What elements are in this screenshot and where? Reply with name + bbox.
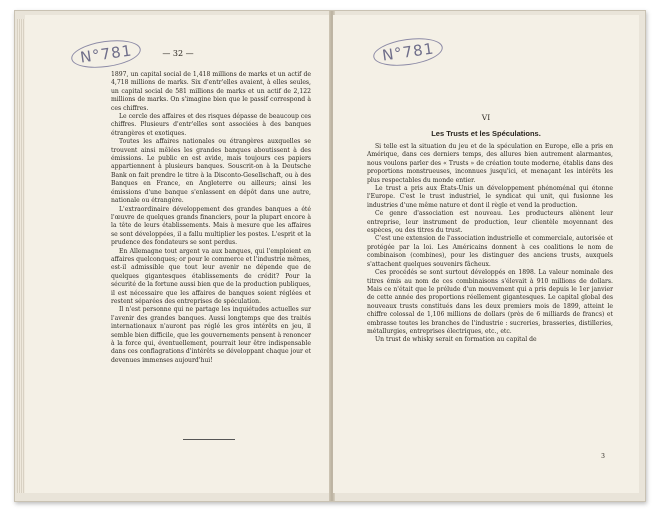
body-text xyxy=(367,143,613,345)
signature-mark: 3 xyxy=(601,453,605,460)
paragraph: Si telle est la situation du jeu et de la spéculation en Europe, elle a pris en Amérique, dans ces derniers temps, des allures bien autrement alarmantes, nous voulons parler des « Trusts » de création toute moderne, établis dans des proportions monstrueuses, inconnues jusqu'ici, et menaçant les intérêts les plus respectables du monde entier. xyxy=(367,143,613,184)
page-number: — 32 — xyxy=(162,49,194,58)
paragraph: Le trust a pris aux États-Unis un développement phénoménal qui étonne l'Europe. C'est le trust industriel, le syndicat qui unit, qui fusionne les industries d'une même nature et dont il règle et vend la production. xyxy=(367,185,613,209)
left-page xyxy=(25,15,331,493)
paragraph: Ces procédés se sont surtout développés en 1898. La valeur nominale des titres émis au nom de ces combinaisons s'élevait à 910 millions de dollars. Mais ce n'était que le prélude d'un mouvement qui a pris depuis le 1er janvier de cette année des proportions réellement gigantesques. Le capital global des nouveaux trusts constitués dans les deux premiers mois de 1899, atteint le chiffre colossal de 1,106 millions de dollars (près de 6 milliards de francs) et embrasse toutes les branches de l'industrie : sucreries, brasseries, distilleries, métallurgies, entreprises électriques, etc., etc. xyxy=(367,269,613,335)
archive-stamp: N°781 xyxy=(372,34,445,70)
section-divider xyxy=(183,439,235,440)
chapter-number: VI xyxy=(481,113,491,122)
paragraph: L'extraordinaire développement des grandes banques a été l'œuvre de quelques grands financiers, pour la plupart encore à la tête de leurs établissements. Mais à mesure que les affaires se sont développées, il a fallu multiplier les postes. L'esprit et la prudence des fondateurs se sont perdus. xyxy=(111,205,311,247)
right-page xyxy=(333,15,639,493)
chapter-title: Les Trusts et les Spéculations. xyxy=(431,129,541,138)
paragraph: En Allemagne tout argent va aux banques, qui l'emploient en affaires quelconques; or pour le commerce et l'industrie mêmes, est-il admissible que tout leur avenir ne dépende que de quelques gigantesques établissements de crédit? Pour la sécurité de la fortune aussi bien que de la production publiques, il est nécessaire que les affaires de banques soient réglées et restent séparées des entreprises de spéculation. xyxy=(111,247,311,305)
paragraph: Ce genre d'association est nouveau. Les producteurs aliènent leur entreprise, leur instrument de production, leur clientèle moyennant des espèces, ou des titres du trust. xyxy=(367,210,613,235)
paragraph: C'est une extension de l'association industrielle et commerciale, autorisée et protégée par la loi. Les Américains donnent à ces coalitions le nom de combinaison (combines), pour les distinguer des anciens trusts, auxquels s'attachent quelques souvenirs fâcheux. xyxy=(367,235,613,268)
paragraph: Le cercle des affaires et des risques dépasse de beaucoup ces chiffres. Plusieurs d'entr'elles sont associées à des banques étrangères et exotiques. xyxy=(111,113,311,137)
page-edges xyxy=(17,19,25,493)
paragraph: Un trust de whisky serait en formation au capital de xyxy=(375,336,537,344)
paragraph: Il n'est personne qui ne partage les inquiétudes actuelles sur l'avenir des grandes banques. Aussi longtemps que des traités internationaux n'auront pas réglé les gros intérêts en jeu, il semble bien difficile, que les gouvernements pensent à renoncer à la force qui, éventuellement, pourrait leur être indispensable dans ces conflagrations d'intérêts se développant chaque jour et devenues immenses aujourd'hui! xyxy=(111,306,311,364)
paragraph: Toutes les affaires nationales ou étrangères auxquelles se trouvent ainsi mêlées les grandes banques aboutissent à des émissions. Le public en est avide, mais toujours ces papiers appartiennent à plusieurs banques. Souscrit-on à la Deutsche Bank on fait prendre le titre à la Disconto-Gesellschaft, ou à des Banques en France, en Angleterre ou ailleurs; ainsi les émissions d'une banque s'enlassent en dépôt dans une autre, nationale ou étrangère. xyxy=(111,138,311,205)
paragraph: 1897, un capital social de 1,418 millions de marks et un actif de 4,718 millions de marks. Six d'entr'elles avaient, à elles seules, un capital social de 581 millions de marks et un actif de 2,122 millions de marks. On s'imagine bien que le passif correspond à ces chiffres. xyxy=(111,71,311,112)
body-text xyxy=(111,71,311,365)
archive-stamp: N°781 xyxy=(70,36,143,72)
book-spread xyxy=(14,10,646,502)
